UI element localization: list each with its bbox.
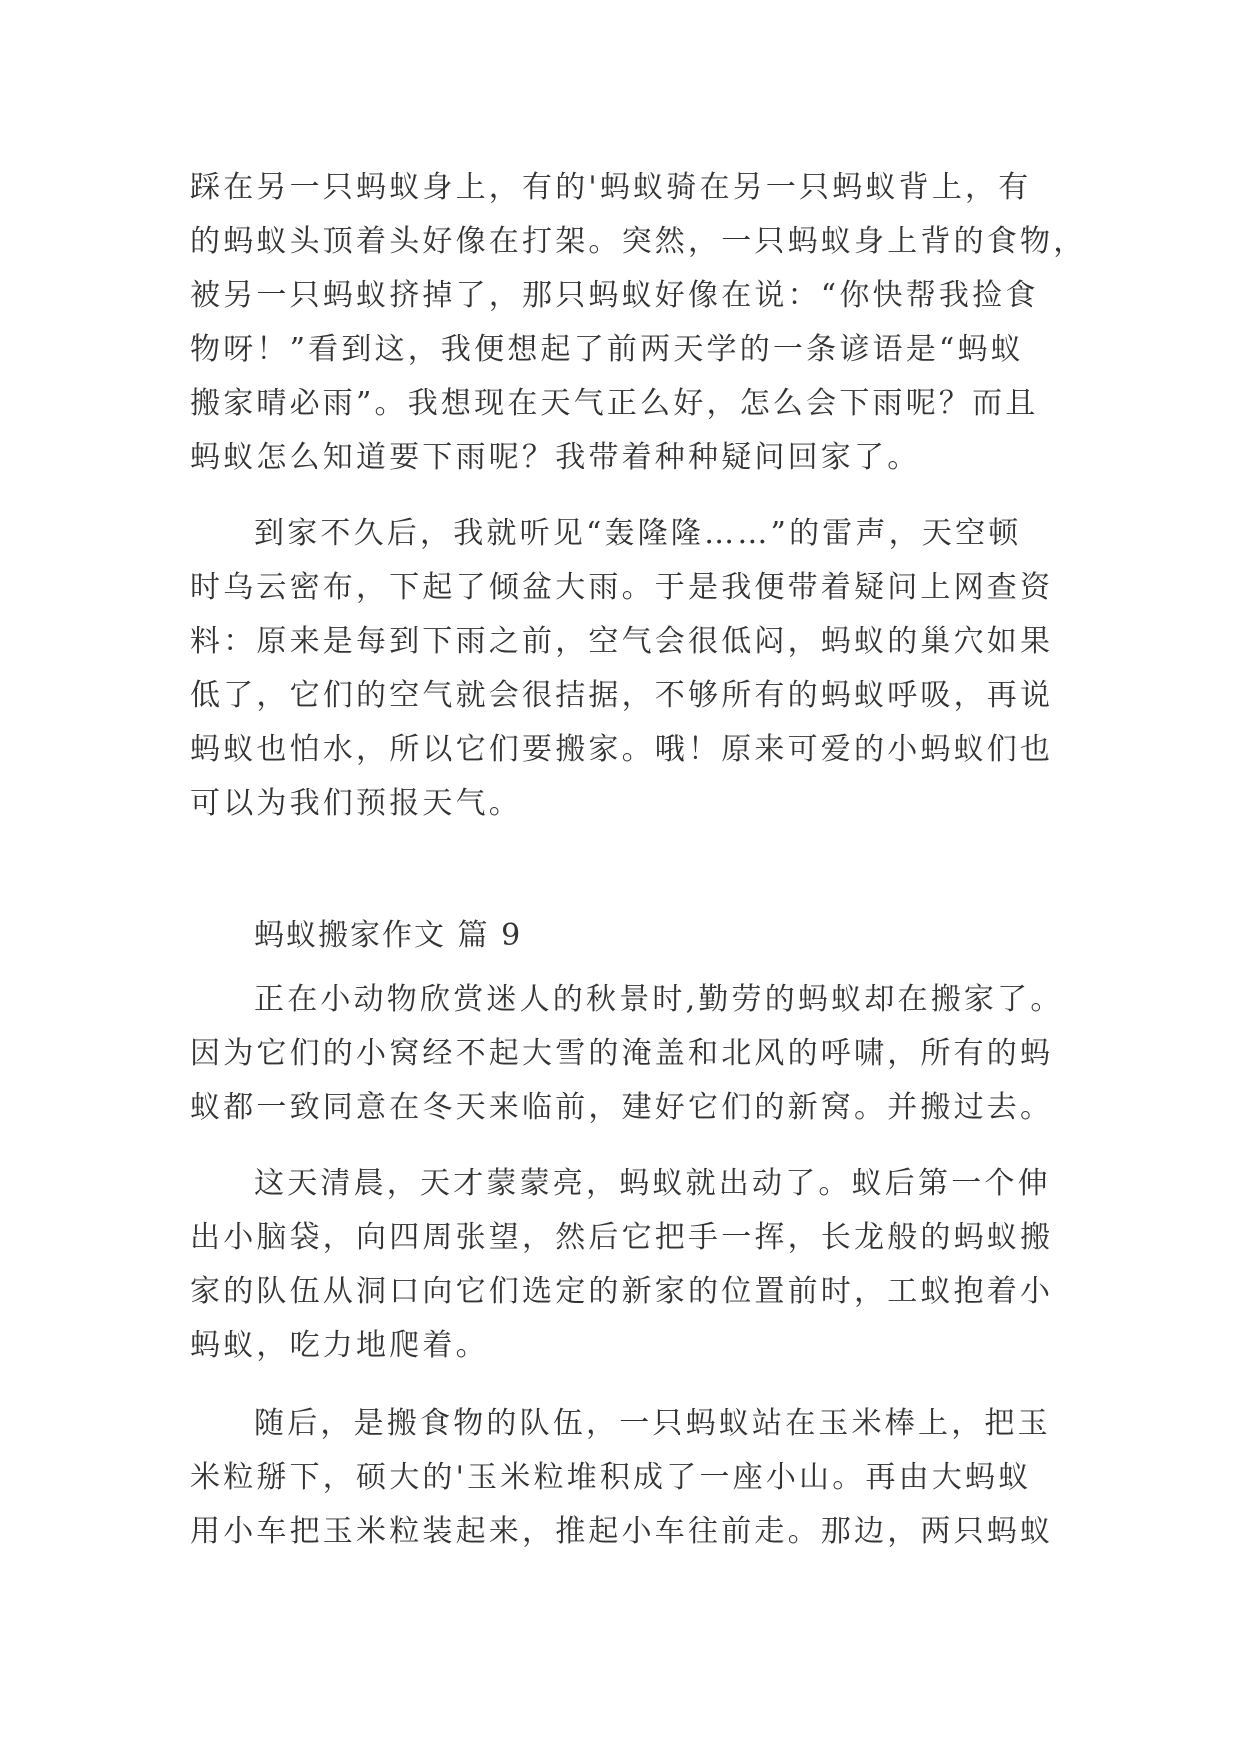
- text-line: 米粒掰下，硕大的'玉米粒堆积成了一座小山。再由大蚂蚁: [190, 1460, 1032, 1495]
- text-line: 家的队伍从洞口向它们选定的新家的位置前时，工蚁抱着小: [190, 1274, 1054, 1309]
- text-line: 蚂蚁也怕水，所以它们要搬家。哦！原来可爱的小蚂蚁们也: [190, 732, 1054, 767]
- paragraph-first-line: 这天清晨，天才蒙蒙亮，蚂蚁就出动了。蚁后第一个伸: [254, 1166, 1051, 1201]
- text-line: 蚂蚁怎么知道要下雨呢？我带着种种疑问回家了。: [190, 440, 921, 475]
- paragraph-first-line: 随后，是搬食物的队伍，一只蚂蚁站在玉米棒上，把玉: [254, 1406, 1051, 1441]
- text-line: 踩在另一只蚂蚁身上，有的'蚂蚁骑在另一只蚂蚁背上，有: [190, 170, 1032, 205]
- paragraph-first-line: 正在小动物欣赏迷人的秋景时,勤劳的蚂蚁却在搬家了。: [254, 982, 1064, 1017]
- paragraph-first-line: 到家不久后，我就听见“轰隆隆……”的雷声，天空顿: [254, 516, 1022, 551]
- text-line: 物呀！”看到这，我便想起了前两天学的一条谚语是“蚂蚁: [190, 332, 1024, 367]
- text-line: 料：原来是每到下雨之前，空气会很低闷，蚂蚁的巢穴如果: [190, 624, 1054, 659]
- text-line: 出小脑袋，向四周张望，然后它把手一挥，长龙般的蚂蚁搬: [190, 1220, 1054, 1255]
- text-line: 用小车把玉米粒装起来，推起小车往前走。那边，两只蚂蚁: [190, 1514, 1054, 1549]
- text-line: 被另一只蚂蚁挤掉了，那只蚂蚁好像在说：“你快帮我捡食: [190, 278, 1039, 313]
- text-line: 因为它们的小窝经不起大雪的淹盖和北风的呼啸，所有的蚂: [190, 1036, 1054, 1071]
- text-line: 低了，它们的空气就会很拮据，不够所有的蚂蚁呼吸，再说: [190, 678, 1054, 713]
- text-line: 时乌云密布，下起了倾盆大雨。于是我便带着疑问上网查资: [190, 570, 1054, 605]
- text-line: 可以为我们预报天气。: [190, 786, 522, 821]
- text-line: 的蚂蚁头顶着头好像在打架。突然，一只蚂蚁身上背的食物，: [190, 224, 1087, 259]
- text-line: 搬家晴必雨”。我想现在天气正么好，怎么会下雨呢？而且: [190, 386, 1039, 421]
- section-heading: 蚂蚁搬家作文 篇 9: [254, 918, 523, 953]
- text-line: 蚂蚁，吃力地爬着。: [190, 1328, 489, 1363]
- text-line: 蚁都一致同意在冬天来临前，建好它们的新窝。并搬过去。: [190, 1090, 1054, 1125]
